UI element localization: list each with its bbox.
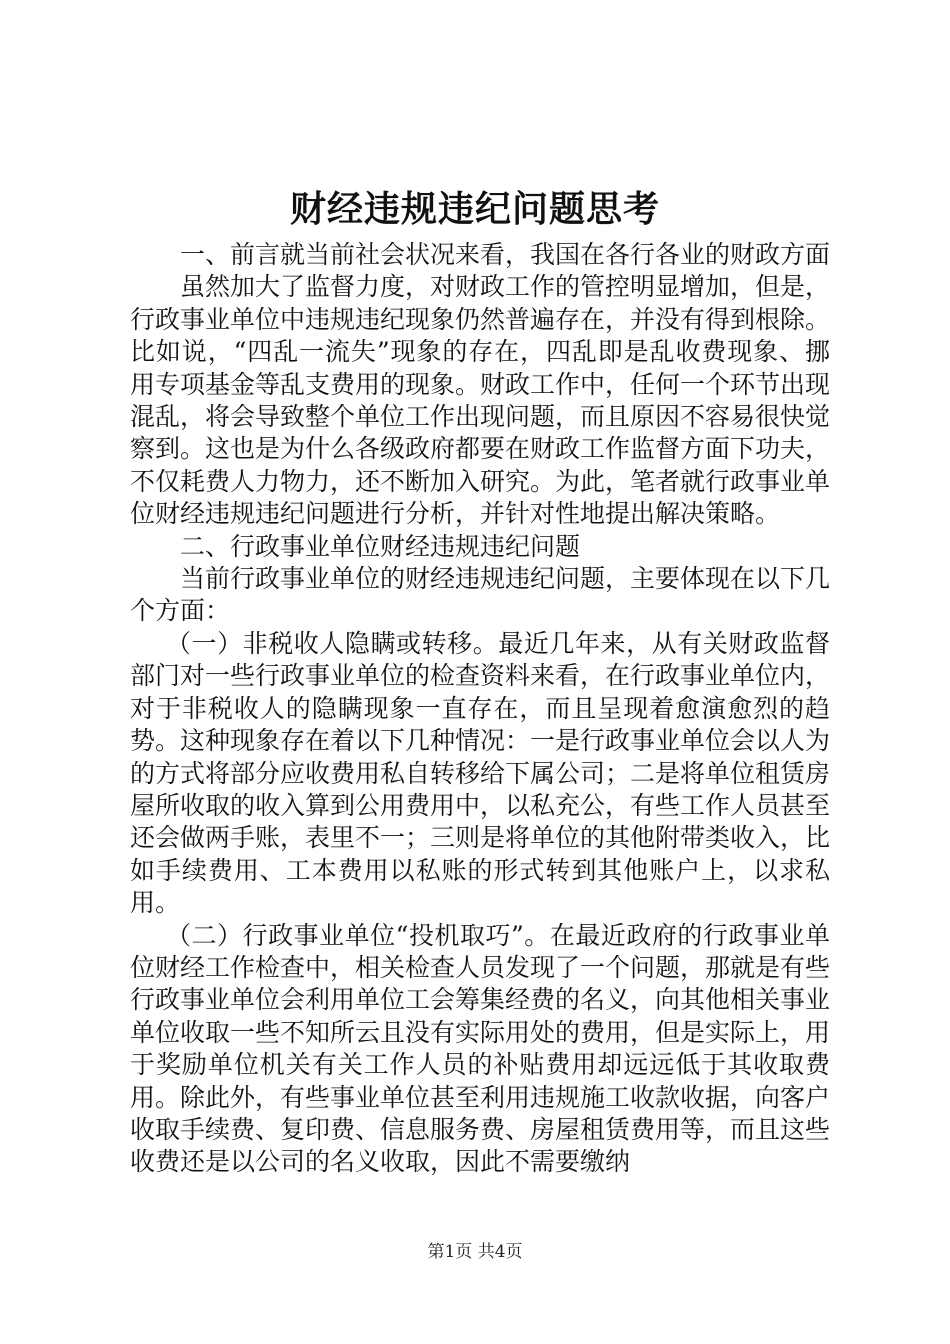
page-footer — [0, 1240, 950, 1264]
paragraph-preface: 一、前言就当前社会状况来看，我国在各行各业的财政方面 — [180, 240, 831, 269]
document-body — [130, 239, 830, 1179]
paragraph-problem-two: （二）行政事业单位“投机取巧”。在最近政府的行政事业单位财经工作检查中，相关检查人员发现了一个问题，那就是有些行政事业单位会利用单位工会筹集经费的名义，向其他相关事业单位收取一些不知所云且没有实际用处的费用，但是实际上，用于奖励单位机关有关工作人员的补贴费用却远远低于其收取费用。除此外，有些事业单位甚至利用违规施工收款收据，向客户收取手续费、复印费、信息服务费、房屋租赁费用等，而且这些收费还是以公司的名义收取，因此不需要缴纳 — [130, 920, 831, 1177]
paragraph-problem-one: （一）非税收人隐瞒或转移。最近几年来，从有关财政监督部门对一些行政事业单位的检查资料来看，在行政事业单位内，对于非税收人的隐瞒现象一直存在，而且呈现着愈演愈烈的趋势。这种现象存在着以下几种情况：一是行政事业单位会以人为的方式将部分应收费用私自转移给下属公司；二是将单位租赁房屋所收取的收入算到公用费用中，以私充公，有些工作人员甚至还会做两手账，表里不一；三则是将单位的其他附带类收入，比如手续费用、工本费用以私账的形式转到其他账户上，以求私用。 — [130, 628, 831, 918]
section-heading-problems: 二、行政事业单位财经违规违纪问题 — [180, 531, 581, 561]
page-number: 第1页 共4页 — [427, 1242, 523, 1262]
paragraph-supervision: 虽然加大了监督力度，对财政工作的管控明显增加，但是，行政事业单位中违规违纪现象仍然普遍存在，并没有得到根除。比如说，“四乱一流失”现象的存在，四乱即是乱收费现象、挪用专项基金等乱支费用的现象。财政工作中，任何一个环节出现混乱，将会导致整个单位工作出现问题，而且原因不容易很快觉察到。这也是为什么各级政府都要在财政工作监督方面下功夫，不仅耗费人力物力，还不断加入研究。为此，笔者就行政事业单位财经违规违纪问题进行分析，并针对性地提出解决策略。 — [130, 272, 831, 529]
paragraph-intro-problems: 当前行政事业单位的财经违规违纪问题，主要体现在以下几个方面： — [130, 564, 831, 626]
document-title: 财经违规违纪问题思考 — [289, 188, 660, 230]
